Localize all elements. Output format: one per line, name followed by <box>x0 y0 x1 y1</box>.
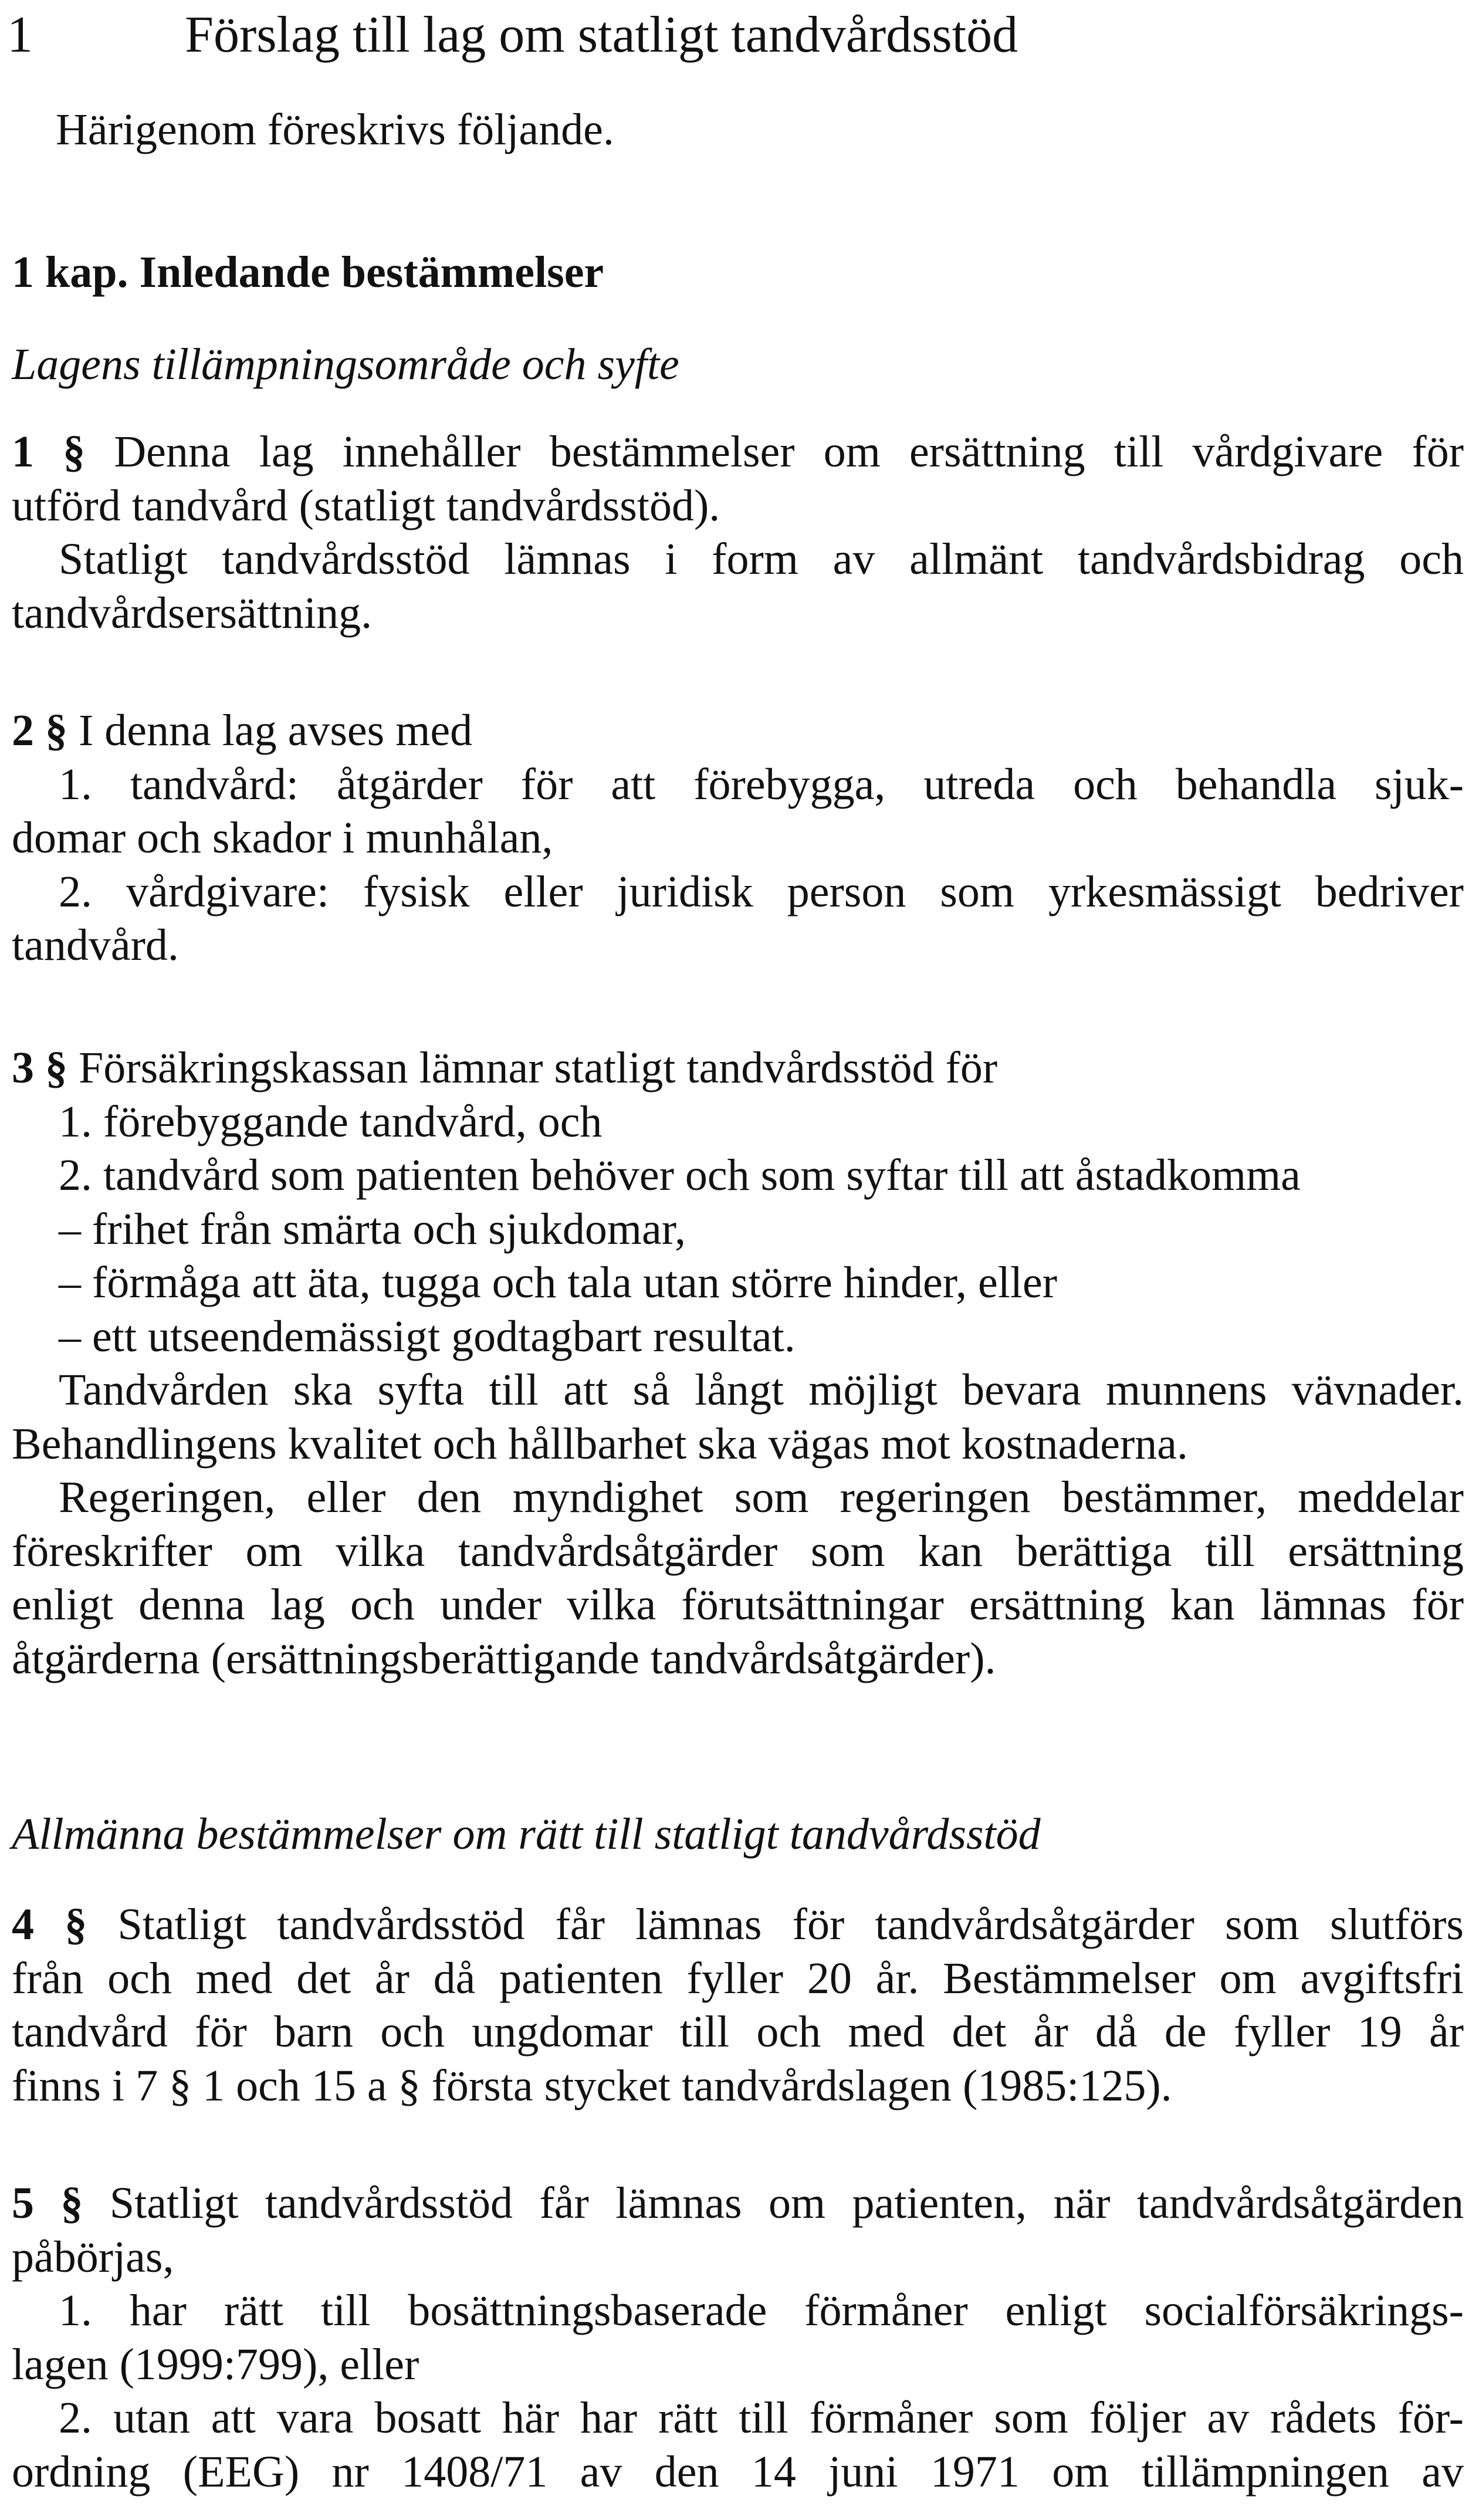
list-item: 2. tandvård som patienten behöver och som syftar till att åstadkomma <box>59 1151 1301 1200</box>
list-item: 2. vårdgivare: fysisk eller juridisk person som yrkesmässigt bedriver <box>59 867 1464 916</box>
list-item-continuation: lagen (1999:799), eller <box>12 2339 419 2389</box>
intro-text: Härigenom föreskrivs följande. <box>56 105 614 154</box>
paragraph-3 <box>12 1041 1464 1686</box>
section-label: 5 § <box>12 2179 83 2228</box>
paragraph-2 <box>12 704 1464 973</box>
section-label: 3 § <box>12 1043 67 1092</box>
paragraph-4-line-2: från och med det år då patienten fyller 20 år. Bestämmelser om avgiftsfri <box>12 1953 1464 2003</box>
list-item-continuation: domar och skador i munhålan, <box>12 813 553 862</box>
paragraph-1-line-2: utförd tandvård (statligt tandvårdsstöd). <box>12 481 720 530</box>
paragraph-5-line-1: 5 § Statligt tandvårdsstöd får lämnas om patienten, när tandvårdsåtgärden <box>12 2179 1464 2228</box>
section-label: 4 § <box>12 1900 87 1949</box>
paragraph-1 <box>12 425 1464 640</box>
subheading-scope: Lagens tillämpningsområde och syfte <box>12 340 679 389</box>
paragraph-4-line-3: tandvård för barn och ungdomar till och med det år då de fyller 19 år <box>12 2007 1464 2056</box>
paragraph-3-line-11: enligt denna lag och under vilka förutsättningar ersättning kan lämnas för <box>12 1580 1464 1629</box>
paragraph-2-line-1: 2 § I denna lag avses med <box>12 706 473 755</box>
list-item: 1. förebyggande tandvård, och <box>59 1097 603 1146</box>
list-item-continuation: ordning (EEG) nr 1408/71 av den 14 juni 1971 om tillämpningen av <box>12 2447 1464 2497</box>
dash-item: – ett utseendemässigt godtagbart resultat. <box>59 1311 796 1361</box>
list-item-continuation: tandvård. <box>12 921 179 970</box>
dash-item: – förmåga att äta, tugga och tala utan större hinder, eller <box>59 1258 1058 1307</box>
paragraph-3-line-8: Behandlingens kvalitet och hållbarhet ska vägas mot kostnaderna. <box>12 1419 1188 1469</box>
list-item: 2. utan att vara bosatt här har rätt till förmåner som följer av rådets för- <box>59 2393 1464 2443</box>
section-label: 2 § <box>12 706 67 755</box>
paragraph-3-line-1: 3 § Försäkringskassan lämnar statligt tandvårdsstöd för <box>12 1043 998 1092</box>
paragraph-4-line-1: 4 § Statligt tandvårdsstöd får lämnas för tandvårdsåtgärder som slutförs <box>12 1900 1464 1949</box>
paragraph-3-line-7: Tandvården ska syfta till att så långt möjligt bevara munnens vävnader. <box>59 1365 1464 1415</box>
list-item: 1. har rätt till bosättningsbaserade förmåner enligt socialförsäkrings- <box>59 2286 1464 2335</box>
paragraph-5 <box>12 2177 1464 2499</box>
paragraph-1-line-4: tandvårdsersättning. <box>12 588 373 638</box>
paragraph-1-line-1: 1 § Denna lag innehåller bestämmelser om ersättning till vårdgivare för <box>12 427 1464 476</box>
paragraph-5-line-2: påbörjas, <box>12 2232 174 2282</box>
subheading-general-provisions: Allmänna bestämmelser om rätt till statligt tandvårdsstöd <box>12 1809 1041 1859</box>
paragraph-4 <box>12 1898 1464 2113</box>
paragraph-3-line-12: åtgärderna (ersättningsberättigande tandvårdsåtgärder). <box>12 1633 996 1683</box>
chapter-heading: 1 kap. Inledande bestämmelser <box>12 248 604 297</box>
paragraph-4-line-4: finns i 7 § 1 och 15 a § första stycket tandvårdslagen (1985:125). <box>12 2061 1172 2110</box>
paragraph-3-line-9: Regeringen, eller den myndighet som regeringen bestämmer, meddelar <box>59 1473 1464 1522</box>
document-title: Förslag till lag om statligt tandvårdsstöd <box>185 6 1018 63</box>
list-item: 1. tandvård: åtgärder för att förebygga, utreda och behandla sjuk- <box>59 759 1464 809</box>
dash-item: – frihet från smärta och sjukdomar, <box>59 1204 686 1254</box>
paragraph-3-line-10: föreskrifter om vilka tandvårdsåtgärder som kan berättiga till ersättning <box>12 1526 1464 1576</box>
section-number: 1 <box>7 6 33 63</box>
section-label: 1 § <box>12 427 86 476</box>
paragraph-1-line-3: Statligt tandvårdsstöd lämnas i form av allmänt tandvårdsbidrag och <box>59 535 1464 584</box>
